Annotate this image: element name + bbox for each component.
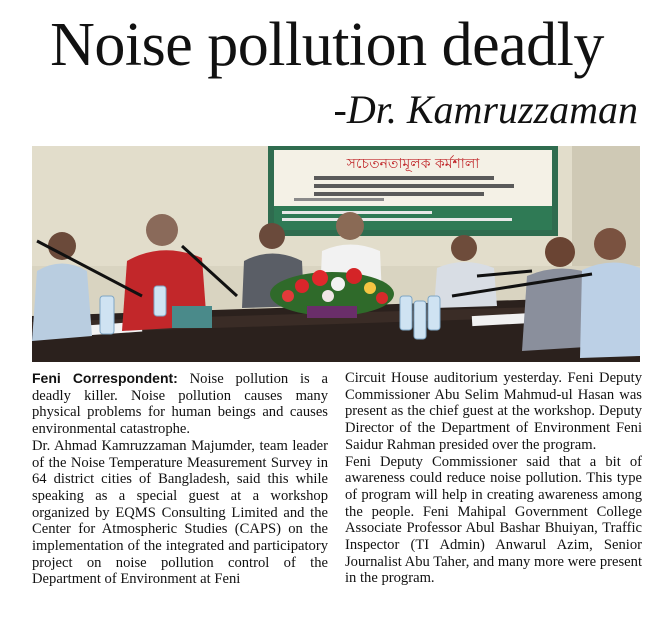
workshop-photo-illustration [32, 146, 640, 362]
article-paragraph: Feni Deputy Commissioner said that a bit of awareness could reduce noise pollution. This type of program will help in creating awareness among the people. Feni Mahipal Government College Associate Professor Abul Bashar Bhuiyan, Traffic Inspector (TI Admin) Anwarul Azim, Senior Journalist Abu Taher, and many more were present in the program. [345, 453, 642, 587]
workshop-photo [32, 146, 640, 362]
tissue-box [172, 306, 212, 328]
correspondent-label: Feni Correspondent: [32, 370, 178, 386]
banner-title: সচেতনতামূলক কর্মশালা [346, 156, 480, 172]
article-column-left [32, 370, 328, 588]
article-paragraph: Dr. Ahmad Kamruzzaman Majumder, team leader of the Noise Temperature Measurement Survey in 64 district cities of Bangladesh, said this while speaking as a special guest at a workshop organized by EQMS Consulting Limited and the Center for Atmospheric Studies (CAPS) on the implementation of the integrated and participatory project on noise pollution control of the Department of Environment at Feni [32, 437, 328, 588]
headline: Noise pollution deadly [50, 11, 604, 79]
article-paragraph: Circuit House auditorium yesterday. Feni Deputy Commissioner Abu Selim Mahmud-ul Hasan was present as the chief guest at the workshop. Deputy Director of the Department of Environment Feni Saidur Rahman presided over the program. [345, 370, 642, 453]
article-column-right [345, 370, 642, 587]
workshop-banner [268, 146, 558, 236]
byline: -Dr. Kamruzzaman [333, 87, 638, 132]
article-paragraph [32, 370, 328, 438]
paragraph-text: Noise pollution is a deadly killer. Noise pollution causes many physical problems for human beings and causes environmental catastrophe. [32, 371, 328, 438]
